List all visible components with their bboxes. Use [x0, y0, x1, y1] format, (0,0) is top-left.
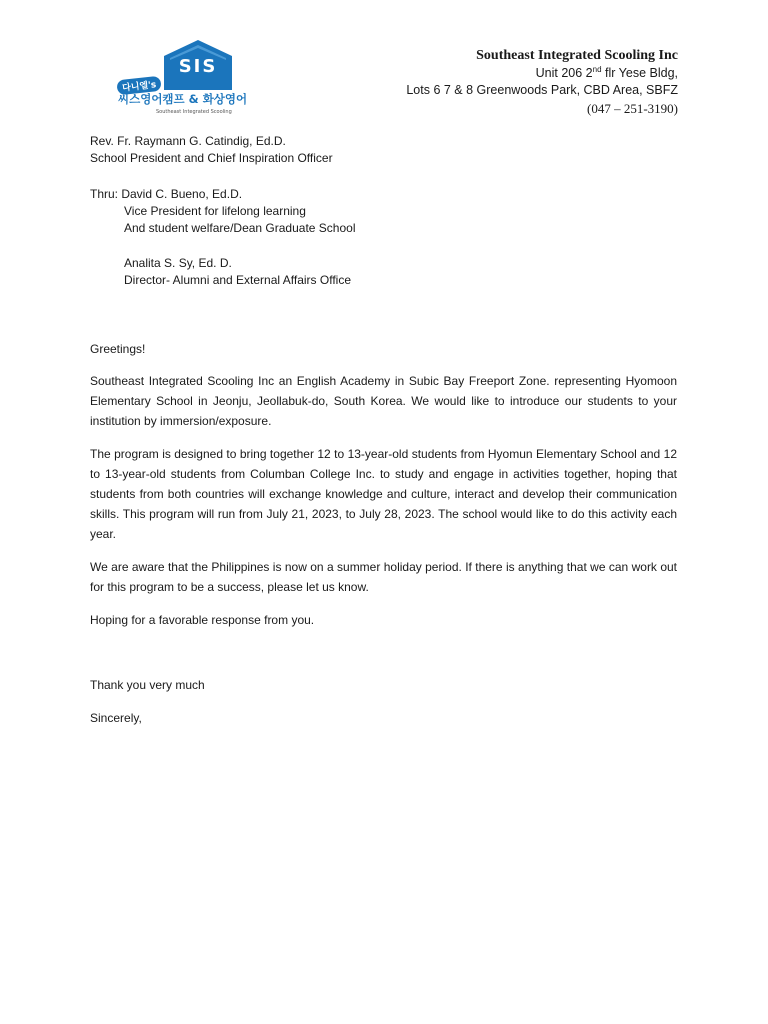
thru-first-line: Thru: David C. Bueno, Ed.D.: [90, 187, 243, 201]
thru-block: [90, 186, 677, 237]
paragraph-1: Southeast Integrated Scooling Inc an English Academy in Subic Bay Freeport Zone. representing Hyomoon Elementary School in Jeonju, Jeollabuk-do, South Korea. We would like to introduce our students to your institution by immersion/exposure.: [90, 374, 677, 428]
greeting: Greetings!: [90, 342, 146, 356]
thru-first-title-1: Vice President for lifelong learning: [124, 204, 306, 218]
thanks-line: Thank you very much: [90, 678, 205, 692]
phone-number: (047 – 251-3190): [587, 100, 678, 116]
address-line-2: Lots 6 7 & 8 Greenwoods Park, CBD Area, SBFZ: [406, 83, 678, 97]
letterhead: [406, 47, 678, 117]
company-name: Southeast Integrated Scooling Inc: [476, 48, 678, 63]
logo-korean-text: 씨스영어캠프 & 화상영어: [118, 92, 248, 106]
sis-logo: [114, 40, 264, 118]
address-unit: Unit 206 2: [535, 65, 593, 80]
paragraph-4: Hoping for a favorable response from you.: [90, 613, 315, 627]
address-rest: flr Yese Bldg,: [601, 65, 678, 80]
paragraph-2: The program is designed to bring together 12 to 13-year-old students from Hyomun Elementary School and 12 to 13-year-old students from Columban College Inc. to study and engage in activities together, hoping that students from both countries will exchange knowledge and culture, interact and develop their communication skills. This program will run from July 21, 2023, to July 28, 2023. The school would like to do this activity each year.: [90, 447, 677, 541]
address-line-1: [406, 65, 678, 83]
thru-second-name: Analita S. Sy, Ed. D.: [124, 256, 232, 270]
thru-first-title-2: And student welfare/Dean Graduate School: [124, 221, 356, 235]
logo-mark: SIS: [178, 56, 218, 77]
recipient-name: Rev. Fr. Raymann G. Catindig, Ed.D.: [90, 134, 286, 148]
address-superscript: nd: [592, 64, 602, 74]
thru-second-block: [90, 255, 677, 289]
paragraph-3: We are aware that the Philippines is now on a summer holiday period. If there is anything that we can work out for this program to be a success, please let us know.: [90, 560, 677, 594]
thru-second-title: Director- Alumni and External Affairs Office: [124, 273, 351, 287]
recipient-block: [90, 133, 677, 167]
recipient-title: School President and Chief Inspiration Officer: [90, 151, 333, 165]
logo-subtext: Southeast Integrated Scooling: [156, 109, 232, 115]
closing-line: Sincerely,: [90, 711, 142, 725]
logo-badge: 다니엘's: [116, 76, 162, 96]
